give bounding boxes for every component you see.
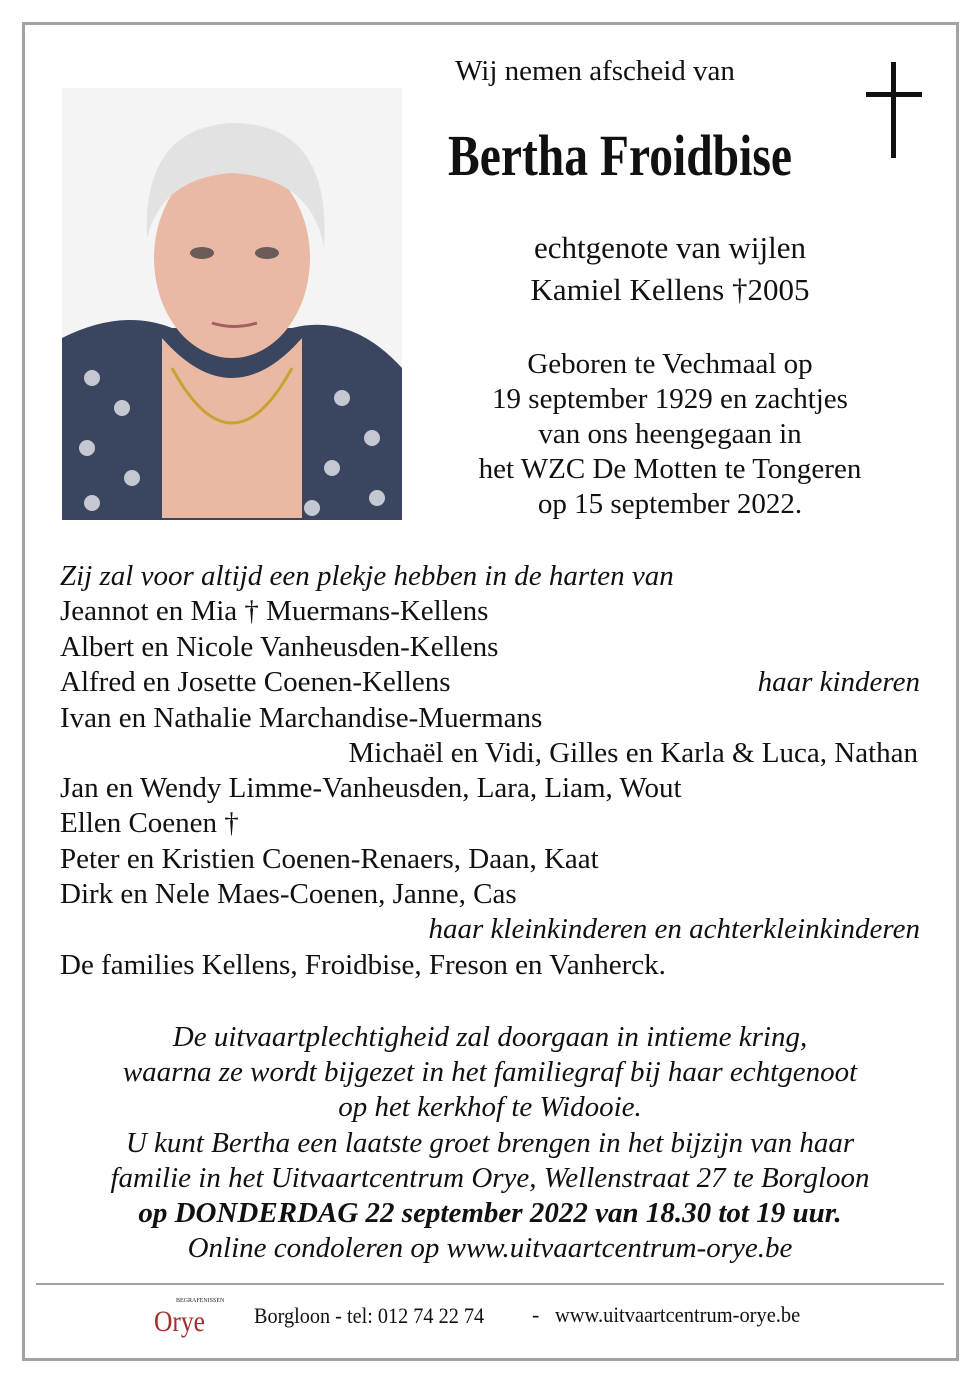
grandchild-line: Ivan en Nathalie Marchandise-Muermans [60,702,543,734]
portrait-photo [62,88,402,520]
logo-subtitle: BEGRAFENISSEN [176,1298,225,1304]
grandchildren-label: haar kleinkinderen en achterkleinkinderen [428,913,920,945]
child-line: Alfred en Josette Coenen-Kellens [60,666,451,698]
footer-separator: - [532,1302,540,1327]
visit-time: op DONDERDAG 22 september 2022 van 18.30 tot 19 uur. [138,1197,842,1229]
birth-line: het WZC De Motten te Tongeren [478,453,862,485]
grandchild-line: Peter en Kristien Coenen-Renaers, Daan, Kaat [60,843,599,875]
grandchild-line: Dirk en Nele Maes-Coenen, Janne, Cas [60,878,517,910]
birth-line: op 15 september 2022. [537,488,803,520]
ceremony-line: waarna ze wordt bijgezet in het familiegraf bij haar echtgenoot [122,1056,858,1088]
footer-website[interactable]: www.uitvaartcentrum-orye.be [555,1302,801,1327]
birth-line: Geboren te Vechmaal op [527,348,813,380]
ceremony-line: familie in het Uitvaartcentrum Orye, Wellenstraat 27 te Borgloon [110,1162,870,1194]
deceased-name: Bertha Froidbise [448,123,792,188]
grandchild-line: Ellen Coenen † [60,807,239,839]
child-line: Jeannot en Mia † Muermans-Kellens [60,595,489,627]
ceremony-line: op het kerkhof te Widooie. [338,1091,642,1123]
birth-line: van ons heengegaan in [538,418,802,450]
family-intro: Zij zal voor altijd een plekje hebben in de harten van [60,560,674,592]
ceremony-line: U kunt Bertha een laatste groet brengen in het bijzijn van haar [125,1127,855,1159]
families-line: De families Kellens, Froidbise, Freson en Vanherck. [60,949,666,981]
logo-text: Orye [154,1305,205,1338]
intro-text: Wij nemen afscheid van [455,55,735,87]
ceremony-line: De uitvaartplechtigheid zal doorgaan in intieme kring, [172,1021,808,1053]
online-condolence[interactable]: Online condoleren op www.uitvaartcentrum-orye.be [187,1232,793,1264]
birth-line: 19 september 1929 en zachtjes [492,383,848,415]
child-line: Albert en Nicole Vanheusden-Kellens [60,631,499,663]
grandchild-line: Jan en Wendy Limme-Vanheusden, Lara, Liam, Wout [60,772,682,804]
spouse-line-1: echtgenote van wijlen [533,230,806,265]
spouse-line-2: Kamiel Kellens †2005 [530,272,810,307]
children-label: haar kinderen [757,666,920,698]
grandchild-line: Michaël en Vidi, Gilles en Karla & Luca, Nathan [348,737,918,769]
funeral-home-logo [152,1298,232,1340]
cross-icon [866,62,922,158]
footer-contact: Borgloon - tel: 012 74 22 74 [254,1303,485,1328]
footer-divider [36,1283,944,1285]
